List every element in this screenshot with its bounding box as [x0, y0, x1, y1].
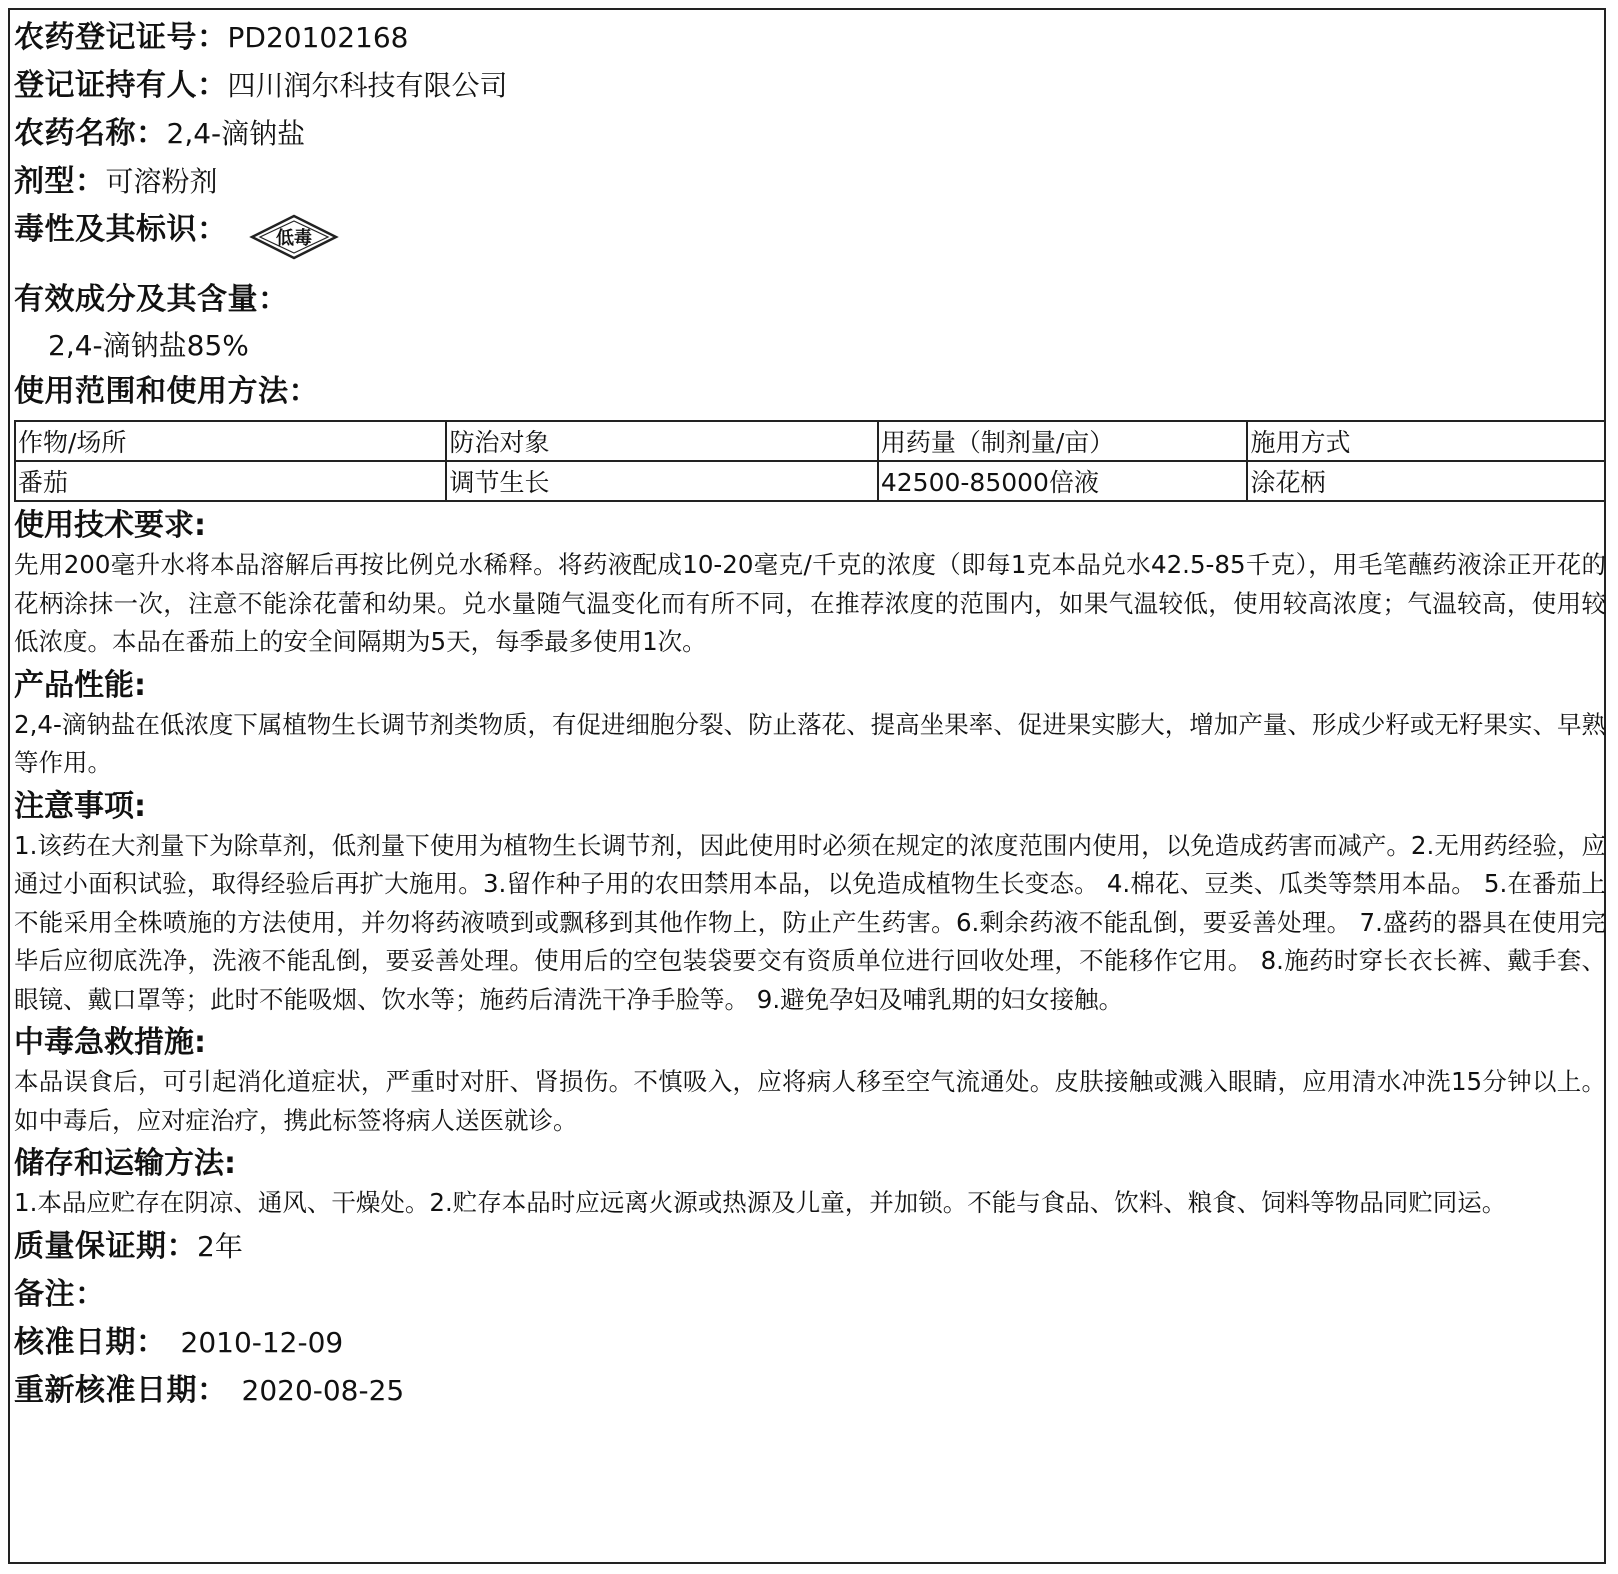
shelf-label: 质量保证期：: [14, 1228, 197, 1264]
ingredients-row: [14, 276, 1604, 324]
formulation-row: [14, 158, 1604, 206]
notes-text: 1.该药在大剂量下为除草剂，低剂量下使用为植物生长调节剂，因此使用时必须在规定的浓度范围内使用，以免造成药害而减产。2.无用药经验，应通过小面积试验，取得经验后再扩大施用。3.留作种子用的农田禁用本品，以免造成植物生长变态。 4.棉花、豆类、瓜类等禁用本品。 5.在番茄上不能采用全株喷施的方法使用，并勿将药液喷到或飘移到其他作物上，防止产生药害。6.剩余药液不能乱倒，要妥善处理。 7.盛药的器具在使用完毕后应彻底洗净，洗液不能乱倒，要妥善处理。使用后的空包装袋要交有资质单位进行回收处理，不能移作它用。 8.施药时穿长衣长裤、戴手套、眼镜、戴口罩等；此时不能吸烟、饮水等；施药后清洗干净手脸等。 9.避免孕妇及哺乳期的妇女接触。: [14, 830, 1606, 1014]
registration-label: 农药登记证号：: [14, 20, 228, 55]
usage-table: [14, 420, 1606, 502]
storage-text: 1.本品应贮存在阴凉、通风、干燥处。2.贮存本品时应远离火源或热源及儿童，并加锁。不能与食品、饮料、粮食、饲料等物品同贮同运。: [14, 1188, 1507, 1217]
table-header-cell: 用药量（制剂量/亩）: [878, 421, 1248, 461]
table-header-cell: 防治对象: [446, 421, 877, 461]
holder-row: [14, 62, 1604, 110]
holder-label: 登记证持有人：: [14, 68, 228, 103]
badge-text: 低毒: [275, 228, 312, 249]
tech-heading: 使用技术要求:: [14, 508, 206, 543]
registration-value: PD20102168: [227, 21, 409, 54]
approval-row: [14, 1319, 1604, 1367]
approval-value: 2010-12-09: [180, 1325, 344, 1359]
shelf-row: [14, 1223, 1604, 1271]
pesticide-label-document: [14, 14, 1604, 1415]
table-cell: 调节生长: [446, 461, 877, 501]
table-header-cell: 施用方式: [1247, 421, 1605, 461]
approval-label: 核准日期：: [14, 1324, 167, 1360]
usage-row: [14, 368, 1604, 416]
reapproval-value: 2020-08-25: [241, 1373, 405, 1407]
remarks-row: [14, 1271, 1604, 1319]
table-header-row: [15, 421, 1605, 461]
holder-value: 四川润尔科技有限公司: [227, 69, 508, 102]
firstaid-text: 本品误食后，可引起消化道症状，严重时对肝、肾损伤。不慎吸入，应将病人移至空气流通处。皮肤接触或溅入眼睛，应用清水冲洗15分钟以上。如中毒后，应对症治疗，携此标签将病人送医就诊。: [14, 1067, 1606, 1135]
usage-label: 使用范围和使用方法：: [14, 374, 319, 409]
ingredients-value: 2,4-滴钠盐85%: [48, 329, 249, 362]
registration-row: [14, 14, 1604, 62]
table-cell: 涂花柄: [1247, 461, 1605, 501]
formulation-label: 剂型：: [14, 164, 106, 199]
remarks-label: 备注：: [14, 1276, 106, 1312]
reapproval-label: 重新核准日期：: [14, 1372, 228, 1408]
tech-text: 先用200毫升水将本品溶解后再按比例兑水稀释。将药液配成10-20毫克/千克的浓度（即每1克本品兑水42.5-85千克），用毛笔蘸药液涂正开花的花柄涂抹一次，注意不能涂花蕾和幼果。兑水量随气温变化而有所不同，在推荐浓度的范围内，如果气温较低，使用较高浓度；气温较高，使用较低浓度。本品在番茄上的安全间隔期为5天，每季最多使用1次。: [14, 550, 1606, 656]
table-cell: 番茄: [15, 461, 446, 501]
storage-heading: 储存和运输方法:: [14, 1146, 236, 1181]
performance-heading: 产品性能:: [14, 667, 146, 703]
table-header-cell: 作物/场所: [15, 421, 446, 461]
low-toxicity-badge-icon: [248, 212, 340, 266]
name-row: [14, 110, 1604, 158]
toxicity-label: 毒性及其标识：: [14, 212, 228, 247]
reapproval-row: [14, 1367, 1604, 1415]
performance-text: 2,4-滴钠盐在低浓度下属植物生长调节剂类物质，有促进细胞分裂、防止落花、提高坐果率、促进果实膨大，增加产量、形成少籽或无籽果实、早熟等作用。: [14, 709, 1606, 777]
table-row: [15, 461, 1605, 501]
shelf-value: 2年: [197, 1229, 243, 1263]
formulation-value: 可溶粉剂: [105, 165, 218, 198]
table-cell: 42500-85000倍液: [878, 461, 1248, 501]
ingredients-label: 有效成分及其含量：: [14, 282, 289, 317]
toxicity-row: [14, 206, 1604, 276]
notes-heading: 注意事项:: [14, 788, 146, 824]
name-value: 2,4-滴钠盐: [166, 117, 306, 150]
firstaid-heading: 中毒急救措施:: [14, 1025, 206, 1060]
name-label: 农药名称：: [14, 116, 167, 151]
